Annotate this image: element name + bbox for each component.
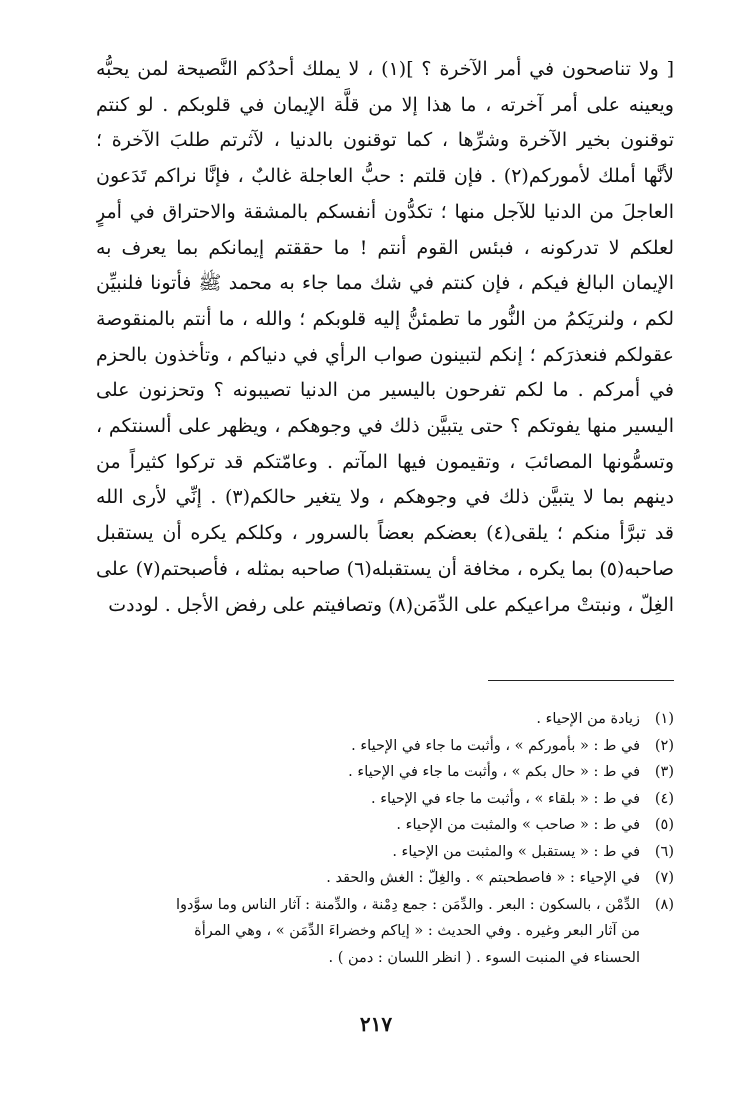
footnote-text (96, 733, 640, 760)
footnote-text (96, 706, 640, 733)
footnote-number: (٣) (654, 764, 674, 780)
footnote (96, 865, 674, 892)
footnote-line: في ط : « بلقاء » ، وأثبت ما جاء في الإحياء . (370, 790, 640, 807)
footnote-line: زيادة من الإحياء . (536, 711, 640, 727)
text-line: الإيمان البالغ فيكم ، فإن كنتم في شك مما جاء به محمد ﷺ فأتونا فلنبيِّن (96, 272, 674, 295)
footnote-number: (٢) (654, 737, 674, 754)
footnote-text (96, 892, 640, 972)
footnote-number: (٥) (654, 817, 674, 833)
footnote (96, 839, 674, 866)
footnote-number: (١) (654, 711, 674, 727)
footnote (96, 706, 674, 733)
text-line: لكم ، ولنريَكمُ من النُّور ما تطمئنُّ إليه قلوبكم ؛ والله ، ما أنتم بالمنقوصة (96, 307, 674, 330)
text-line: لعلكم لا تدركونه ، فبئس القوم أنتم ! ما حققتم إيمانكم بما يعرف به (96, 236, 674, 259)
text-line: الغِلّ ، ونبتتْ مراعيكم على الدِّمَن(٨) وتصافيتم على رفض الأجل . لوددت (108, 593, 674, 616)
footnote-text (96, 812, 640, 839)
footnote-number: (٤) (654, 790, 674, 807)
footnote-number: (٧) (654, 870, 674, 886)
footnotes (96, 706, 674, 971)
footnote-line: من آثار البعر وغيره . وفي الحديث : « إياكم وخضراءَ الدِّمَن » ، وهي المرأة (194, 923, 640, 939)
text-line: صاحبه(٥) بما يكره ، مخافة أن يستقبله(٦) صاحبه بمثله ، فأصبحتم(٧) على (96, 557, 674, 580)
footnote-number: (٦) (654, 843, 674, 860)
text-line: لأنَّها أملك لأموركم(٢) . فإن قلتم : حبُّ العاجلة غالبٌ ، فإنَّا نراكم تَدَعون (96, 165, 674, 188)
footnote (96, 812, 674, 839)
text-line: اليسير منها يفوتكم ؟ حتى يتبيَّن ذلك في وجوهكم ، ويظهر على ألسنتكم ، (96, 415, 674, 438)
footnote-line: في ط : « يستقبل » والمثبت من الإحياء . (392, 843, 640, 860)
footnote-line: الحسناء في المنبت السوء . ( انظر اللسان : دمن ) . (328, 949, 640, 966)
footnote-line: الدِّمْن ، بالسكون : البعر . والدِّمَن : جمع دِمْنة ، والدِّمنة : آثار الناس وما سوَّدوا (175, 896, 640, 913)
text-line: دينهم بما لا يتبيَّن ذلك في وجوهكم ، ولا يتغير حالكم(٣) . إنِّي لأرى الله (96, 486, 674, 509)
footnote-divider (488, 680, 674, 681)
footnote-line: في ط : « بأموركم » ، وأثبت ما جاء في الإحياء . (351, 737, 640, 754)
text-line: [ ولا تناصحون في أمر الآخرة ؟ ](١) ، لا يملك أحدُكم النَّصيحة لمن يحبُّه (96, 58, 674, 80)
footnote-line: في ط : « صاحب » والمثبت من الإحياء . (396, 817, 640, 833)
footnote (96, 759, 674, 786)
footnote-line: في ط : « حال بكم » ، وأثبت ما جاء في الإحياء . (348, 764, 640, 780)
text-line: العاجلَ من الدنيا للآجل منها ؛ تكدُّون أنفسكم بالمشقة والاحتراق في أمرٍ (96, 200, 674, 223)
text-line: قد تبرَّأ منكم ؛ يلقى(٤) بعضكم بعضاً بالسرور ، وكلكم يكره أن يستقبل (96, 522, 674, 545)
footnote-line: في الإحياء : « فاصطحبتم » . والغِلّ : الغش والحقد . (326, 870, 640, 886)
footnote-text (96, 759, 640, 786)
main-text (96, 52, 674, 623)
text-line: عقولكم فنعذرَكم ؛ إنكم لتبينون صواب الرأي في دنياكم ، وتأخذون بالحزم (96, 343, 674, 366)
footnote (96, 786, 674, 813)
footnote (96, 733, 674, 760)
footnote-text (96, 839, 640, 866)
text-line: توقنون بخير الآخرة وشرِّها ، كما توقنون بالدنيا ، لآثرتم طلبَ الآخرة ؛ (96, 129, 674, 152)
page-number: ٢١٧ (359, 1012, 393, 1036)
text-line: ويعينه على أمر آخرته ، ما هذا إلا من قلَّة الإيمان في قلوبكم . لو كنتم (96, 93, 674, 116)
footnote (96, 892, 674, 972)
text-line: في أمركم . ما لكم تفرحون باليسير من الدنيا تصيبونه ؟ وتحزنون على (96, 379, 674, 402)
footnote-text (96, 865, 640, 892)
text-line: وتسمُّونها المصائبَ ، وتقيمون فيها المآتم . وعامّتكم قد تركوا كثيراً من (96, 450, 674, 473)
footnote-text (96, 786, 640, 813)
footnote-number: (٨) (654, 896, 674, 913)
